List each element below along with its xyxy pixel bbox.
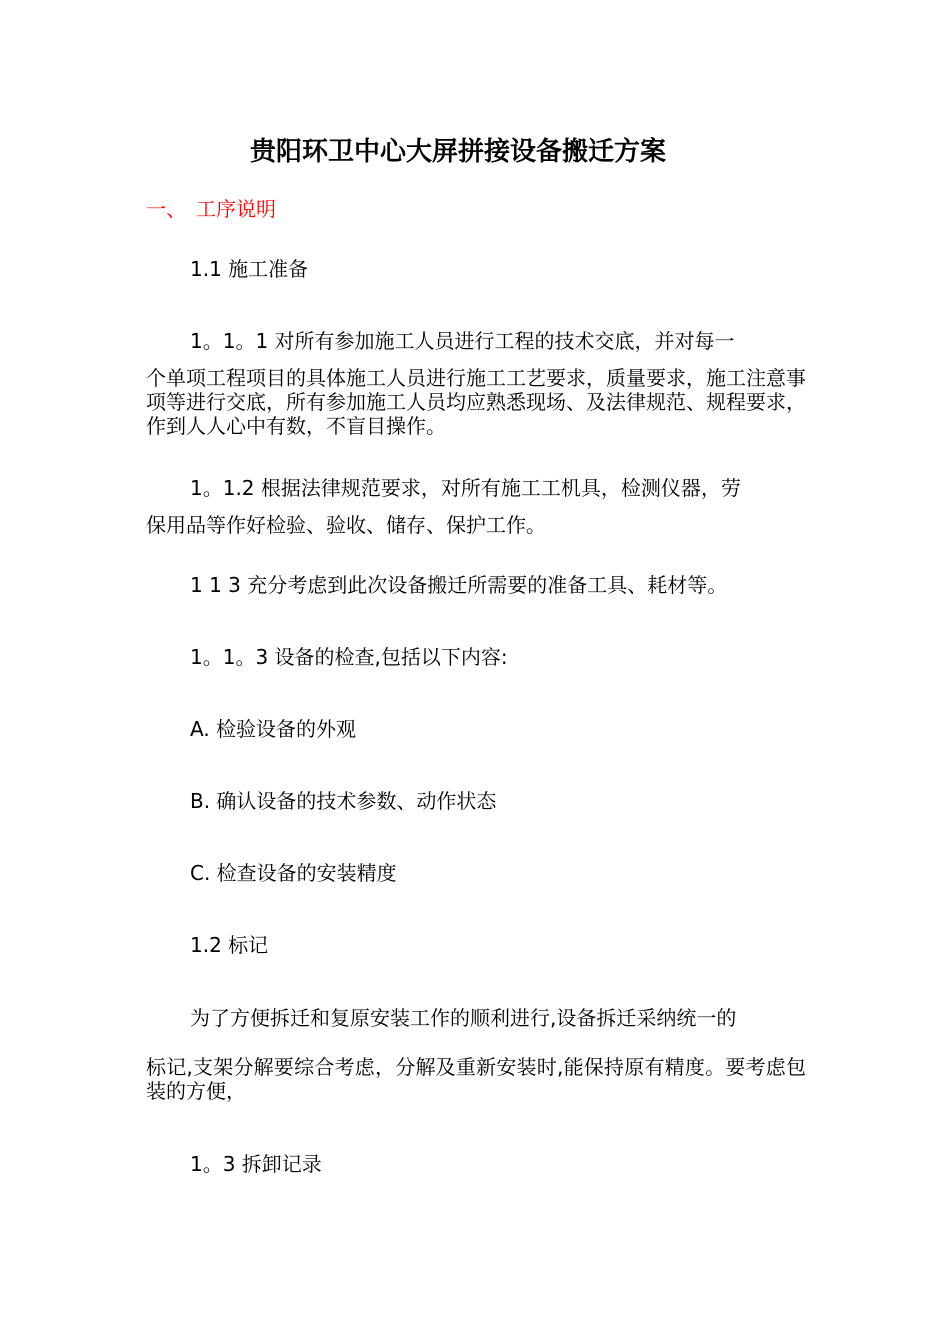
paragraph-1-1-3-tools: 1 1 3 充分考虑到此次设备搬迁所需要的准备工具、耗材等。 xyxy=(190,573,728,597)
subsection-heading-1-3: 1。3 拆卸记录 xyxy=(190,1152,322,1176)
document-title: 贵阳环卫中心大屏拼接设备搬迁方案 xyxy=(249,137,666,167)
list-item-b: B. 确认设备的技术参数、动作状态 xyxy=(190,789,497,813)
section-heading xyxy=(146,196,276,222)
subsection-heading-1-1: 1.1 施工准备 xyxy=(190,257,309,281)
paragraph-1-2-first-line: 为了方便拆迁和复原安装工作的顺利进行,设备拆迁采纳统一的 xyxy=(190,1006,737,1030)
list-item-c: C. 检查设备的安装精度 xyxy=(190,861,397,885)
list-item-a: A. 检验设备的外观 xyxy=(190,717,357,741)
paragraph-1-2-body: 标记,支架分解要综合考虑，分解及重新安装时,能保持原有精度。要考虑包装的方便， xyxy=(146,1055,806,1103)
section-number: 一、 xyxy=(146,197,186,221)
paragraph-1-1-3-inspection: 1。1。3 设备的检查,包括以下内容: xyxy=(190,645,508,669)
paragraph-1-1-2-body: 保用品等作好检验、验收、储存、保护工作。 xyxy=(146,513,546,537)
paragraph-1-1-1-first-line: 1。1。1 对所有参加施工人员进行工程的技术交底，并对每一 xyxy=(190,329,735,353)
paragraph-1-1-2-first-line: 1。1.2 根据法律规范要求，对所有施工工机具，检测仪器，劳 xyxy=(190,476,741,500)
section-label: 工序说明 xyxy=(196,197,276,221)
paragraph-1-1-1-body: 个单项工程项目的具体施工人员进行施工工艺要求，质量要求，施工注意事项等进行交底，所有参加施工人员均应熟悉现场、及法律规范、规程要求，作到人人心中有数，不盲目操作。 xyxy=(146,366,806,438)
subsection-heading-1-2: 1.2 标记 xyxy=(190,933,269,957)
